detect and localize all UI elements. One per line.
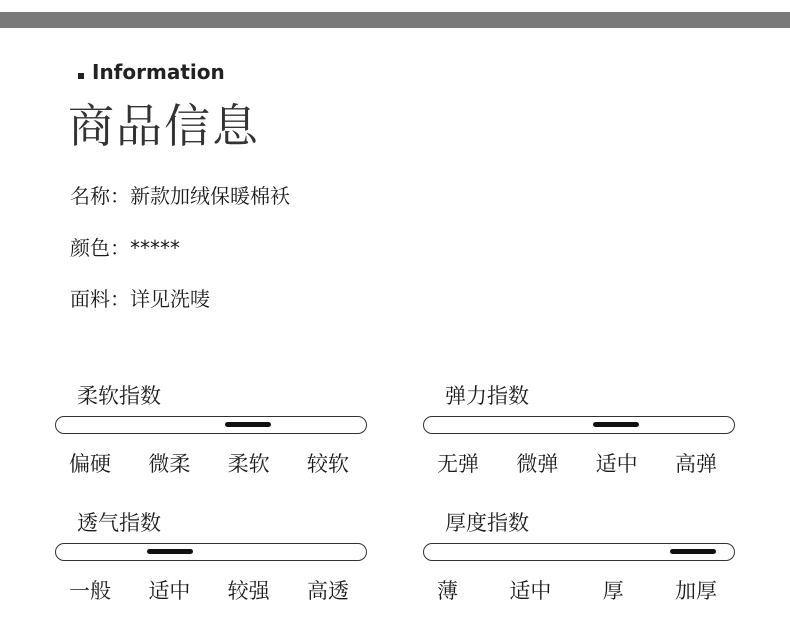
scale-label: 微柔: [148, 452, 191, 476]
metric-indicator: [225, 422, 271, 427]
section-label: [78, 60, 225, 84]
scale-label: 加厚: [674, 579, 717, 603]
metric-track: [55, 416, 367, 434]
metric-title: 柔软指数: [77, 384, 161, 408]
metric-indicator: [147, 549, 193, 554]
metric-track: [423, 416, 735, 434]
metric-scale: [55, 575, 369, 605]
scale-label: 较软: [306, 452, 349, 476]
scale-label: 偏硬: [69, 452, 111, 476]
scale-label: 厚: [602, 579, 624, 603]
page-title: 商品信息: [68, 99, 260, 153]
metric-scale: [55, 448, 369, 478]
scale-label: 柔软: [227, 452, 270, 476]
scale-label: 适中: [595, 452, 638, 476]
product-fabric: 面料：详见洗唛: [70, 287, 210, 311]
metric-title: 透气指数: [77, 511, 161, 535]
metric-indicator: [670, 549, 716, 554]
metric-track: [423, 543, 735, 561]
metric-track: [55, 543, 367, 561]
product-name: 名称：新款加绒保暖棉袄: [70, 184, 290, 208]
scale-label: 适中: [509, 579, 552, 603]
metric-title: 厚度指数: [445, 511, 529, 535]
metric-scale: [423, 575, 737, 605]
scale-label: 一般: [69, 579, 111, 603]
metric-scale: [423, 448, 737, 478]
product-color: 颜色：*****: [70, 236, 180, 260]
scale-label: 微弹: [516, 452, 559, 476]
scale-label: 薄: [437, 579, 458, 603]
metric-indicator: [593, 422, 639, 427]
top-divider-bar: [0, 12, 790, 28]
metric-title: 弹力指数: [445, 384, 529, 408]
scale-label: 高弹: [674, 452, 717, 476]
square-bullet-icon: [78, 73, 84, 79]
scale-label: 高透: [306, 579, 349, 603]
scale-label: 无弹: [437, 452, 479, 476]
scale-label: 适中: [148, 579, 191, 603]
section-label-text: Information: [92, 60, 225, 84]
scale-label: 较强: [227, 579, 270, 603]
